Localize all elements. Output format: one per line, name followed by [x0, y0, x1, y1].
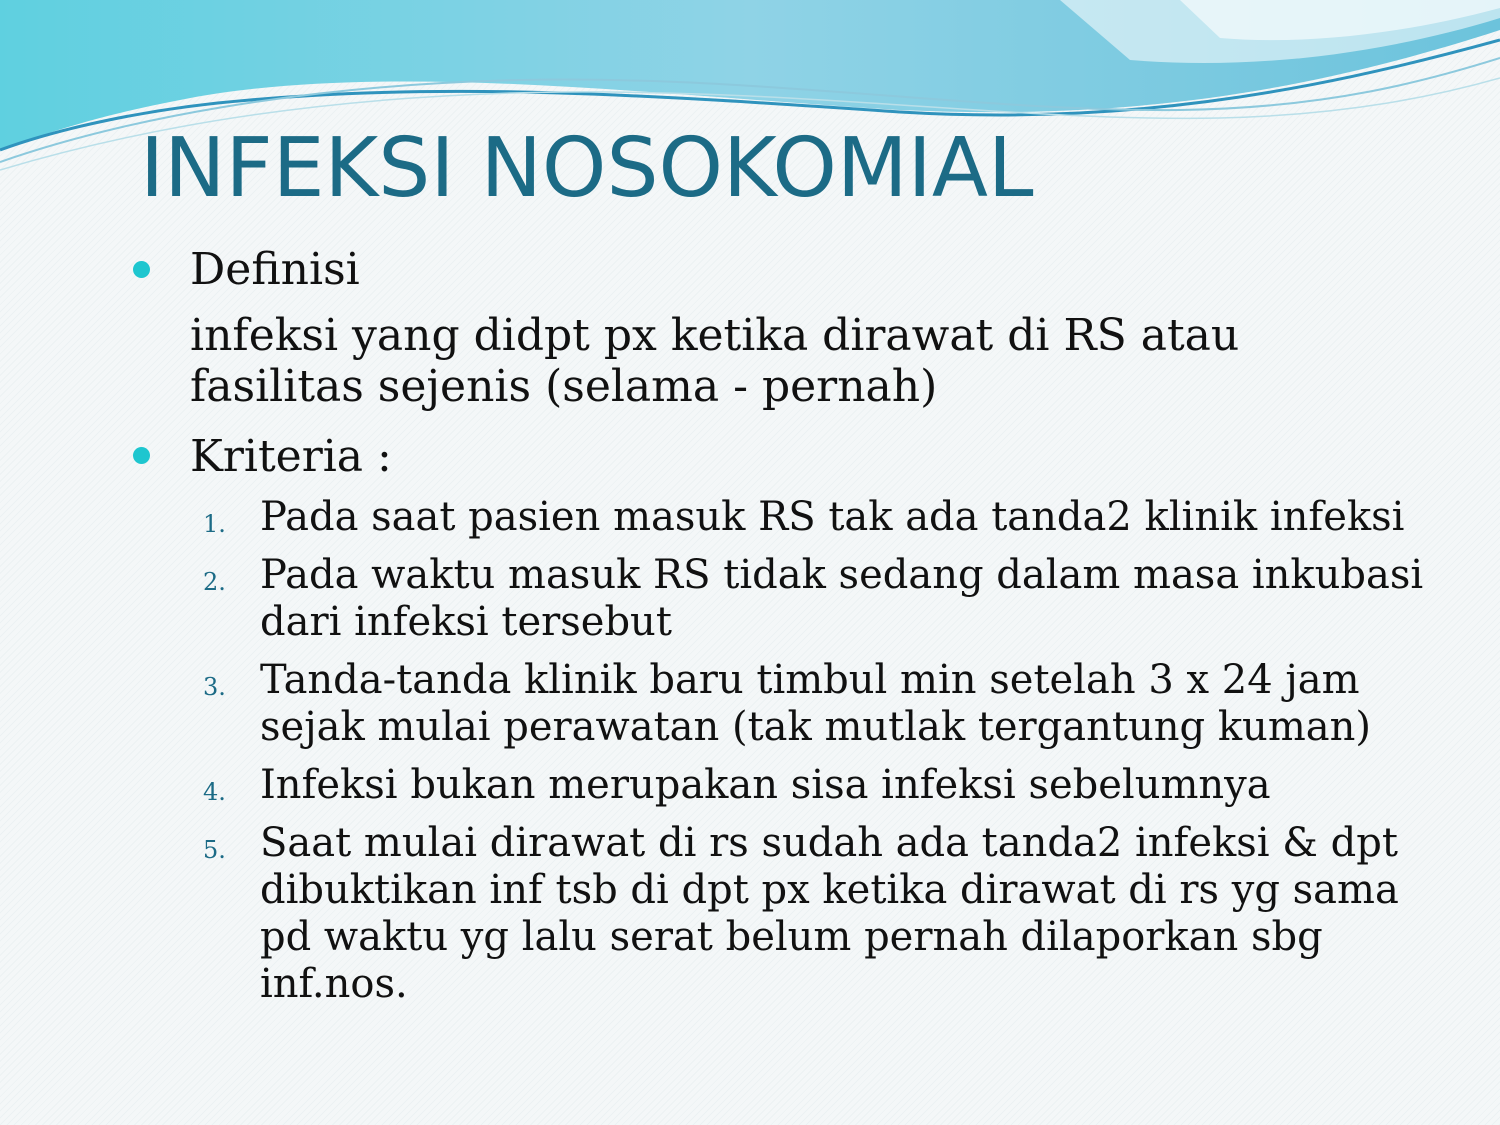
bullet-dot	[133, 447, 150, 464]
bullet-kriteria-label: Kriteria :	[190, 431, 392, 482]
slide-title: INFEKSI NOSOKOMIAL	[140, 121, 1034, 216]
bullet-definisi-label: Definisi	[190, 244, 360, 295]
list-item-number: 2.	[203, 568, 226, 596]
list-item: Infeksi bukan merupakan sisa infeksi sebelumnya	[260, 762, 1271, 808]
list-item: Saat mulai dirawat di rs sudah ada tanda2 infeksi & dpt dibuktikan inf tsb di dpt px ketika dirawat di rs yg sama pd waktu yg lalu serat belum pernah dilaporkan sbg inf.nos.	[260, 820, 1399, 1007]
list-item: Tanda-tanda klinik baru timbul min setelah 3 x 24 jam sejak mulai perawatan (tak mutlak tergantung kuman)	[260, 657, 1371, 750]
list-item: Pada waktu masuk RS tidak sedang dalam masa inkubasi dari infeksi tersebut	[260, 552, 1424, 645]
list-item-number: 5.	[203, 836, 226, 864]
list-item-number: 4.	[203, 778, 226, 806]
list-item: Pada saat pasien masuk RS tak ada tanda2 klinik infeksi	[260, 494, 1405, 540]
list-item-number: 1.	[203, 510, 226, 538]
list-item-number: 3.	[203, 673, 226, 701]
definisi-text: infeksi yang didpt px ketika dirawat di RS atau fasilitas sejenis (selama - pernah)	[190, 310, 1240, 412]
bullet-dot	[133, 261, 150, 278]
